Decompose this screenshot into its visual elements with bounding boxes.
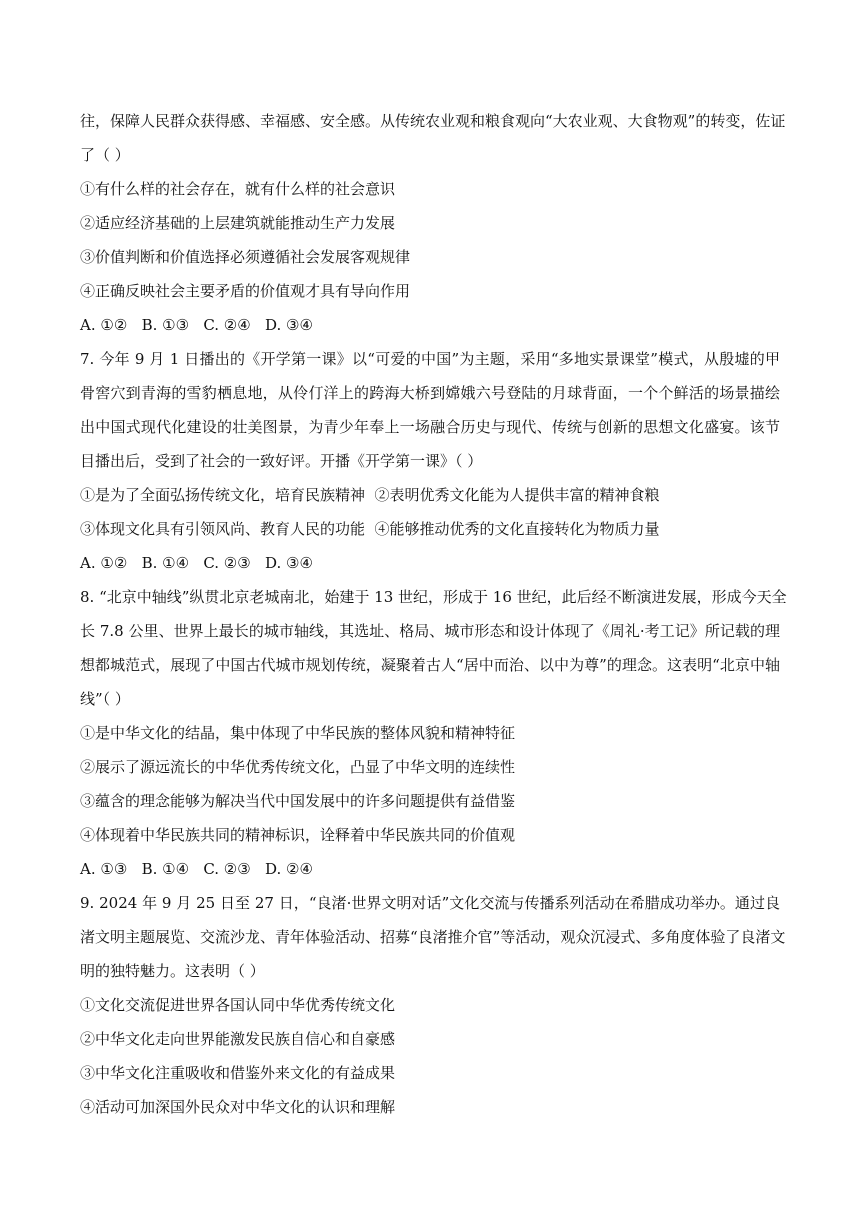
q6-stem-line: 往，保障人民群众获得感、幸福感、安全感。从传统农业观和粮食观向“大农业观、大食物观”的转变，佐证: [80, 112, 786, 130]
q6-option: ②适应经济基础的上层建筑就能推动生产力发展: [80, 214, 396, 232]
q8-answer-choices: A. ①③ B. ①④ C. ②③ D. ②④: [80, 860, 313, 878]
q9-stem-line: 渚文明主题展览、交流沙龙、青年体验活动、招募“良渚推介官”等活动，观众沉浸式、多角度体验了良渚文: [80, 928, 786, 946]
q8-option: ①是中华文化的结晶，集中体现了中华民族的整体风貌和精神特征: [80, 724, 516, 742]
q7-option: ③体现文化具有引领风尚、教育人民的功能 ④能够推动优秀的文化直接转化为物质力量: [80, 520, 660, 538]
q8-option: ③蕴含的理念能够为解决当代中国发展中的许多问题提供有益借鉴: [80, 792, 516, 810]
q9-option: ④活动可加深国外民众对中华文化的认识和理解: [80, 1098, 396, 1116]
q7-stem-line: 骨窖穴到青海的雪豹栖息地，从伶仃洋上的跨海大桥到嫦娥六号登陆的月球背面，一个个鲜活的场景描绘: [80, 384, 780, 402]
q6-option: ④正确反映社会主要矛盾的价值观才具有导向作用: [80, 282, 411, 300]
q7-stem-line: 7. 今年 9 月 1 日播出的《开学第一课》以“可爱的中国”为主题，采用“多地实景课堂”模式，从殷墟的甲: [80, 350, 780, 368]
q9-option: ③中华文化注重吸收和借鉴外来文化的有益成果: [80, 1064, 396, 1082]
q8-option: ④体现着中华民族共同的精神标识，诠释着中华民族共同的价值观: [80, 826, 516, 844]
q9-option: ②中华文化走向世界能激发民族自信心和自豪感: [80, 1030, 396, 1048]
question-content: [80, 104, 787, 1124]
q7-stem-line: 出中国式现代化建设的壮美图景，为青少年奉上一场融合历史与现代、传统与创新的思想文化盛宴。该节: [80, 418, 780, 436]
q6-stem-line: 了（ ）: [80, 146, 130, 164]
q8-stem-line: 线”（ ）: [80, 690, 130, 708]
q8-stem-line: 长 7.8 公里、世界上最长的城市轴线，其选址、格局、城市形态和设计体现了《周礼·考工记》所记载的理: [80, 622, 780, 640]
q6-option: ③价值判断和价值选择必须遵循社会发展客观规律: [80, 248, 411, 266]
q7-option: ①是为了全面弘扬传统文化，培育民族精神 ②表明优秀文化能为人提供丰富的精神食粮: [80, 486, 660, 504]
q7-stem-line: 目播出后，受到了社会的一致好评。开播《开学第一课》（ ）: [80, 452, 483, 470]
q8-stem-line: 想都城范式，展现了中国古代城市规划传统，凝聚着古人“居中而治、以中为尊”的理念。这表明“北京中轴: [80, 656, 780, 674]
q8-option: ②展示了源远流长的中华优秀传统文化，凸显了中华文明的连续性: [80, 758, 516, 776]
q6-option: ①有什么样的社会存在，就有什么样的社会意识: [80, 180, 396, 198]
q9-stem-line: 明的独特魅力。这表明（ ）: [80, 962, 265, 980]
q9-option: ①文化交流促进世界各国认同中华优秀传统文化: [80, 996, 396, 1014]
q7-answer-choices: A. ①② B. ①④ C. ②③ D. ③④: [80, 554, 313, 572]
q9-stem-line: 9. 2024 年 9 月 25 日至 27 日，“良渚·世界文明对话”文化交流与传播系列活动在希腊成功举办。通过良: [80, 894, 780, 912]
q8-stem-line: 8. “北京中轴线”纵贯北京老城南北，始建于 13 世纪，形成于 16 世纪，此后经不断演进发展，形成今天全: [80, 588, 787, 606]
q6-answer-choices: A. ①② B. ①③ C. ②④ D. ③④: [80, 316, 313, 334]
